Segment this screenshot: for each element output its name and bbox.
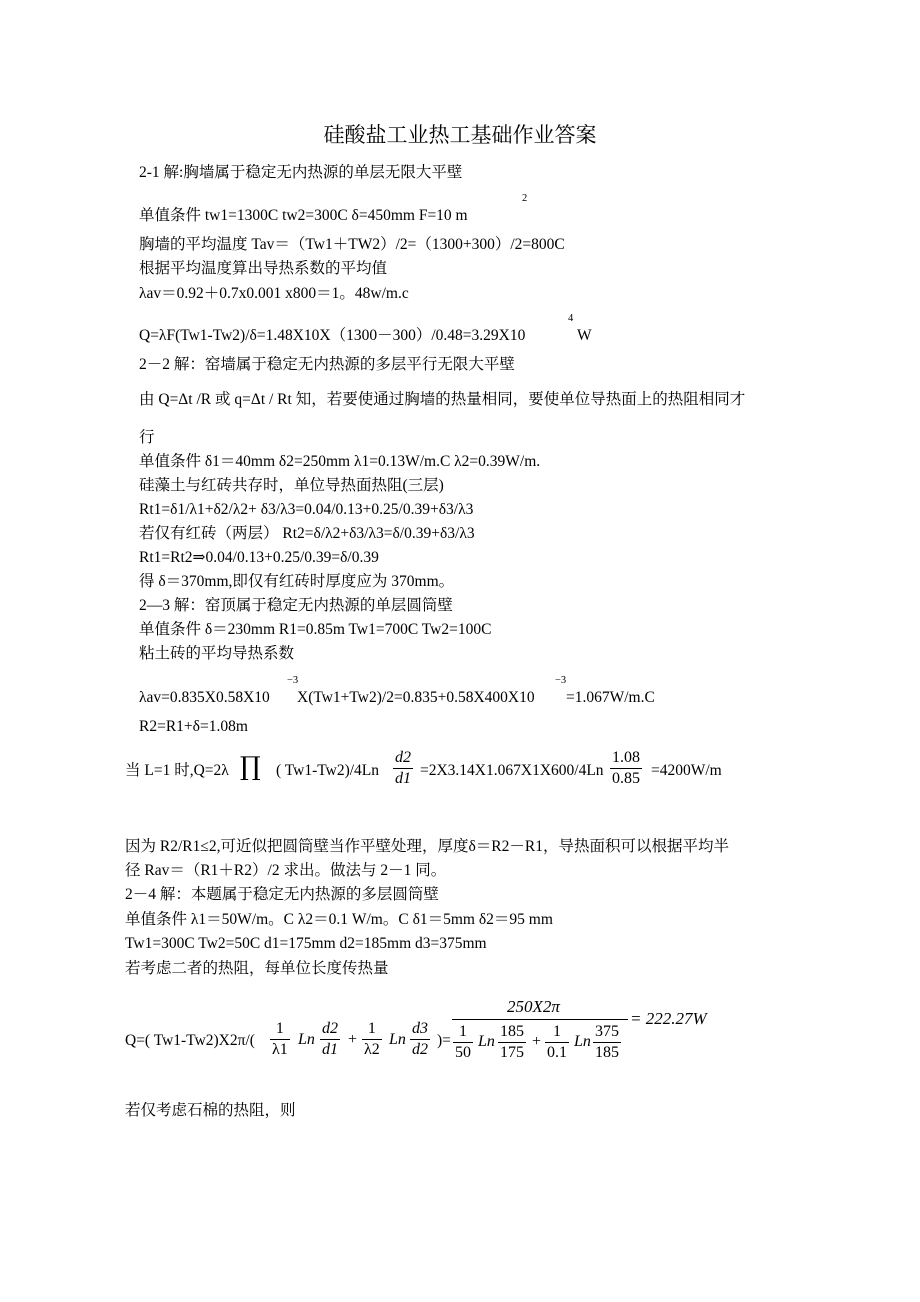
simplification-line-1: 因为 R2/R1≤2,可近似把圆筒壁当作平壁处理，厚度δ＝R2－R1，导热面积可以根据平均半 bbox=[125, 838, 729, 855]
fraction-denominator: 50 bbox=[455, 1044, 471, 1061]
eq-ln-2: Ln bbox=[389, 1031, 406, 1048]
two-layer-intro: 若考虑二者的热阻，每单位长度传热量 bbox=[125, 960, 389, 977]
conductivity-part-c: =1.067W/m.C bbox=[566, 689, 655, 706]
eq-bottom-ln-1: Ln bbox=[478, 1033, 495, 1050]
eq-fraction-3 bbox=[362, 1019, 382, 1060]
eq-main-fraction-bar bbox=[452, 1019, 628, 1020]
r2-equation: R2=R1+δ=1.08m bbox=[139, 718, 248, 735]
reasoning-line-2-2: 由 Q=Δt /R 或 q=Δt / Rt 知，若要使通过胸墙的热量相同，要使单位导热面上的热阻相同才 bbox=[139, 391, 746, 408]
fraction-denominator: 0.1 bbox=[547, 1044, 567, 1061]
document-title: 硅酸盐工业热工基础作业答案 bbox=[323, 123, 597, 147]
conditions-2-4-a: 单值条件 λ1＝50W/m。C λ2＝0.1 W/m。C δ1＝5mm δ2＝95 mm bbox=[125, 911, 553, 928]
conditions-2-3: 单值条件 δ＝230mm R1=0.85m Tw1=700C Tw2=100C bbox=[139, 621, 492, 638]
fraction-denominator: 0.85 bbox=[612, 770, 640, 787]
eq-bottom-fraction-1 bbox=[453, 1022, 473, 1063]
fraction-numerator: 1 bbox=[367, 1020, 376, 1037]
average-temperature-line: 胸墙的平均温度 Tav＝（Tw1＋TW2）/2=（1300+300）/2=800C bbox=[139, 236, 565, 253]
superscript-4: 4 bbox=[568, 313, 574, 324]
eq-result: = 222.27W bbox=[630, 1009, 707, 1028]
clay-brick-conductivity-intro: 粘土砖的平均导热系数 bbox=[139, 645, 295, 662]
fraction-denominator: λ1 bbox=[272, 1041, 288, 1058]
conditions-2-2: 单值条件 δ1＝40mm δ2=250mm λ1=0.13W/m.C λ2=0.39W/m. bbox=[139, 453, 541, 470]
eq-bottom-plus: + bbox=[532, 1033, 542, 1050]
superscript-minus-3-b: −3 bbox=[555, 675, 567, 686]
problem-2-4-heading: 2－4 解：本题属于稳定无内热源的多层圆筒壁 bbox=[125, 886, 439, 903]
asbestos-only-intro: 若仅考虑石棉的热阻，则 bbox=[125, 1102, 296, 1119]
fraction-denominator: 175 bbox=[500, 1044, 524, 1061]
superscript-minus-3-a: −3 bbox=[287, 675, 299, 686]
heat-flow-equation-2-1: Q=λF(Tw1-Tw2)/δ=1.48X10X（1300－300）/0.48=3.29X10 bbox=[139, 327, 526, 344]
product-symbol-icon: ∏ bbox=[240, 752, 261, 782]
conductivity-intro-line: 根据平均温度算出导热系数的平均值 bbox=[139, 260, 388, 277]
eq-fraction-4 bbox=[410, 1019, 430, 1060]
heat-flow-2-3-result: =4200W/m bbox=[651, 762, 722, 779]
fraction-denominator: λ2 bbox=[364, 1041, 380, 1058]
rt2-equation: 若仅有红砖（两层） Rt2=δ/λ2+δ3/λ3=δ/0.39+δ3/λ3 bbox=[139, 525, 475, 542]
heat-flow-2-3-part-b: ( Tw1-Tw2)/4Ln bbox=[276, 762, 380, 779]
fraction-numerator: 185 bbox=[500, 1023, 524, 1040]
eq-fraction-2 bbox=[320, 1019, 340, 1060]
eq-bottom-ln-2: Ln bbox=[574, 1033, 591, 1050]
fraction-numerator: 1 bbox=[459, 1023, 467, 1040]
eq-bottom-fraction-3 bbox=[545, 1022, 569, 1063]
eq-plus-1: + bbox=[348, 1031, 358, 1048]
eq-close: )= bbox=[437, 1032, 451, 1049]
fraction-numerator: 1 bbox=[275, 1020, 284, 1037]
conductivity-part-a: λav=0.835X0.58X10 bbox=[139, 689, 270, 706]
unit-w: W bbox=[577, 327, 592, 344]
superscript-2: 2 bbox=[522, 193, 528, 204]
conductivity-part-b: X(Tw1+Tw2)/2=0.835+0.58X400X10 bbox=[297, 689, 535, 706]
fraction-numerator: 1 bbox=[553, 1023, 561, 1040]
eq-fraction-1 bbox=[270, 1019, 290, 1060]
fraction-denominator: d2 bbox=[412, 1041, 428, 1058]
problem-2-3-heading: 2—3 解：窑顶属于稳定无内热源的单层圆筒壁 bbox=[139, 597, 453, 614]
eq-ln-1: Ln bbox=[298, 1031, 315, 1048]
fraction-numerator: d2 bbox=[395, 749, 411, 766]
problem-2-1-heading: 2-1 解:胸墙属于稳定无内热源的单层无限大平壁 bbox=[139, 164, 463, 181]
three-layer-intro: 硅藻土与红砖共存时，单位导热面热阻(三层) bbox=[139, 477, 444, 494]
fraction-d2-over-d1 bbox=[393, 748, 413, 789]
fraction-numerator: d2 bbox=[322, 1020, 338, 1037]
result-2-2: 得 δ＝370mm,即仅有红砖时厚度应为 370mm。 bbox=[139, 573, 455, 590]
conditions-2-1: 单值条件 tw1=1300C tw2=300C δ=450mm F=10 m bbox=[139, 207, 468, 224]
problem-2-2-heading: 2－2 解：窑墙属于稳定无内热源的多层平行无限大平壁 bbox=[139, 356, 515, 373]
fraction-numerator: 375 bbox=[595, 1023, 619, 1040]
fraction-numerator: d3 bbox=[412, 1020, 428, 1037]
fraction-denominator: d1 bbox=[322, 1041, 338, 1058]
conductivity-average-line: λav＝0.92＋0.7x0.001 x800＝1。48w/m.c bbox=[139, 285, 409, 302]
fraction-denominator: d1 bbox=[395, 770, 411, 787]
fraction-radius-ratio bbox=[610, 748, 642, 789]
fraction-numerator: 1.08 bbox=[612, 749, 640, 766]
conditions-2-4-b: Tw1=300C Tw2=50C d1=175mm d2=185mm d3=375mm bbox=[125, 935, 487, 952]
reasoning-line-2-2-cont: 行 bbox=[139, 429, 155, 446]
rt-equality: Rt1=Rt2⇒0.04/0.13+0.25/0.39=δ/0.39 bbox=[139, 549, 379, 566]
heat-flow-2-3-part-a: 当 L=1 时,Q=2λ bbox=[125, 762, 229, 779]
rt1-equation: Rt1=δ1/λ1+δ2/λ2+ δ3/λ3=0.04/0.13+0.25/0.39+δ3/λ3 bbox=[139, 501, 474, 518]
simplification-line-2: 径 Rav＝（R1＋R2）/2 求出。做法与 2－1 同。 bbox=[125, 862, 447, 879]
eq-prefix: Q=( Tw1-Tw2)X2π/( bbox=[125, 1032, 255, 1049]
eq-top-numerator: 250X2π bbox=[507, 997, 560, 1016]
fraction-denominator: 185 bbox=[595, 1044, 619, 1061]
eq-bottom-fraction-4 bbox=[593, 1022, 621, 1063]
heat-flow-2-3-part-c: =2X3.14X1.067X1X600/4Ln bbox=[420, 762, 604, 779]
eq-bottom-fraction-2 bbox=[498, 1022, 526, 1063]
